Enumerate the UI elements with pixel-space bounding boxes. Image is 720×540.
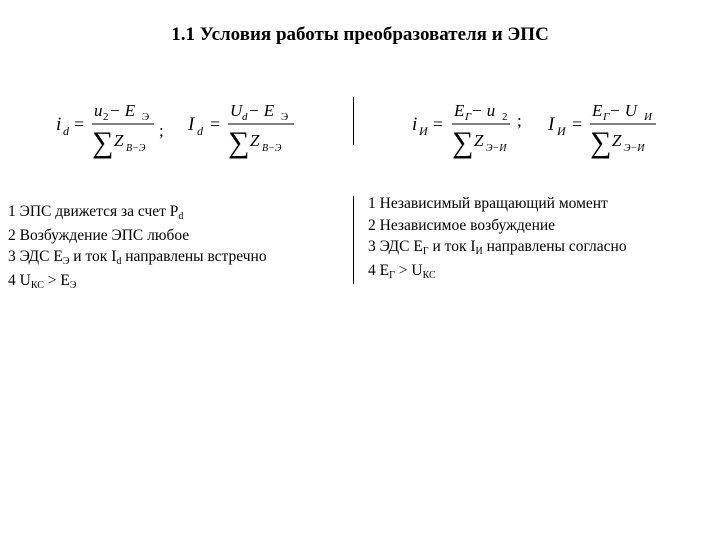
left-formulas (56, 96, 346, 159)
denominator-sub: Э−И (486, 143, 507, 154)
left-formulas-svg (56, 96, 346, 158)
sum-icon: ∑ (92, 126, 114, 159)
numerator-sub2: Э (281, 111, 289, 123)
numerator-var: E (592, 101, 603, 120)
right-condition-4: 4 EГ > UКС (368, 261, 436, 281)
left-condition-1: 1 ЭПС движется за счет Pd (8, 203, 184, 222)
lhs-symbol: i (412, 114, 418, 135)
lhs-symbol: i (56, 114, 62, 135)
formula-id (56, 101, 164, 159)
left-condition-4: 4 UКС > EЭ (8, 271, 77, 291)
right-conditions-list (368, 193, 627, 283)
formula-Id (187, 101, 294, 159)
numerator-sub1: Г (465, 111, 472, 123)
lhs-subscript: И (419, 124, 428, 138)
sum-icon: ∑ (590, 126, 612, 159)
numerator-minus: − u (471, 101, 496, 120)
denominator-var: Z (250, 131, 260, 150)
numerator-sub1: d (242, 111, 248, 123)
lhs-subscript: d (197, 124, 203, 138)
formula-iI (412, 101, 522, 159)
numerator-minus: − U (609, 101, 637, 120)
page-title: 1.1 Условия работы преобразователя и ЭПС (171, 24, 549, 45)
equals-sign: = (572, 114, 583, 134)
equals-sign: = (210, 114, 221, 134)
column-divider-top (353, 97, 354, 145)
numerator-sub1: 2 (103, 111, 109, 123)
numerator-sub2: Э (142, 111, 150, 123)
right-formulas (412, 96, 702, 159)
separator: ; (517, 111, 522, 130)
numerator-var: U (230, 101, 243, 120)
left-condition-3: 3 ЭДС EЭ и ток Id направлены встречно (8, 248, 267, 267)
column-divider-bottom (353, 196, 354, 284)
separator: ; (159, 121, 164, 140)
denominator-sub: В−Э (262, 143, 282, 154)
left-condition-2: 2 Возбуждение ЭПС любое (8, 226, 190, 244)
sum-icon: ∑ (228, 126, 250, 159)
left-conditions-list (8, 201, 267, 293)
formula-II (547, 101, 656, 159)
numerator-sub2: 2 (502, 111, 508, 123)
denominator-var: Z (612, 131, 622, 150)
lhs-symbol: I (548, 114, 555, 135)
denominator-var: Z (114, 131, 124, 150)
numerator-var: E (454, 101, 465, 120)
lhs-symbol: I (188, 114, 195, 135)
denominator-sub: Э−И (624, 143, 645, 154)
numerator-sub2: И (644, 111, 652, 123)
equals-sign: = (433, 114, 444, 134)
denominator-var: Z (474, 131, 484, 150)
right-condition-1: 1 Независимый вращающий момент (368, 195, 608, 212)
right-condition-2: 2 Независимое возбуждение (368, 216, 556, 234)
right-formulas-svg (412, 96, 702, 158)
numerator-sub1: Г (603, 111, 610, 123)
numerator-minus: − E (109, 101, 136, 120)
lhs-subscript: И (557, 124, 566, 138)
right-condition-3: 3 ЭДС EГ и ток IИ направлены согласно (368, 238, 627, 257)
denominator-sub: В−Э (126, 143, 146, 154)
equals-sign: = (74, 114, 85, 134)
sum-icon: ∑ (452, 126, 474, 159)
lhs-subscript: d (63, 124, 69, 138)
numerator-minus: − E (248, 101, 275, 120)
numerator-var: u (94, 101, 103, 120)
